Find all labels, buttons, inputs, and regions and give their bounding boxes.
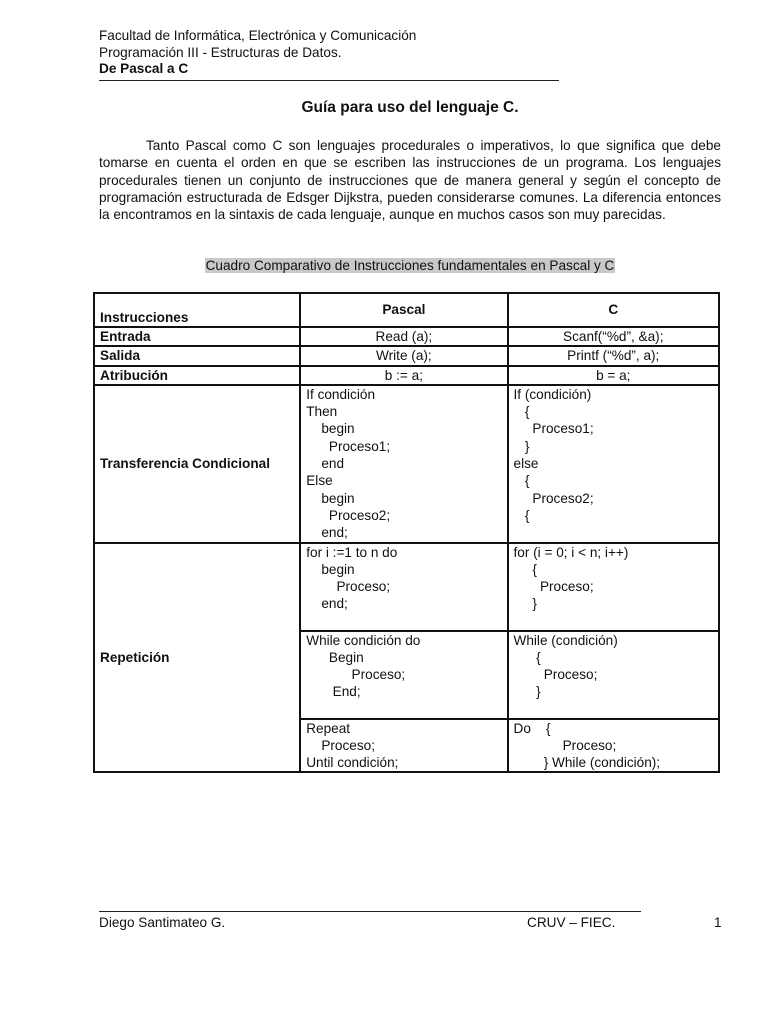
document-subject: De Pascal a C bbox=[99, 61, 189, 76]
table-caption-wrapper bbox=[99, 258, 721, 273]
table-row bbox=[94, 366, 719, 385]
course-name: Programación III - Estructuras de Datos. bbox=[99, 44, 342, 60]
table-caption: Cuadro Comparativo de Instrucciones fundamentales en Pascal y C bbox=[205, 258, 615, 273]
pascal-cell: Read (a); bbox=[300, 327, 507, 346]
footer-author: Diego Santimateo G. bbox=[99, 915, 226, 930]
c-code-cell: Do { Proceso; } While (condición); bbox=[508, 719, 719, 773]
c-cell: Scanf(“%d”, &a); bbox=[508, 327, 719, 346]
header-pascal: Pascal bbox=[300, 293, 507, 327]
row-label-conditional: Transferencia Condicional bbox=[94, 385, 300, 543]
pascal-cell: Write (a); bbox=[300, 346, 507, 365]
table-row bbox=[94, 346, 719, 365]
header-instrucciones: Instrucciones bbox=[94, 293, 300, 327]
pascal-code-cell: Repeat Proceso; Until condición; bbox=[300, 719, 507, 773]
c-code-cell: If (condición) { Proceso1; } else { Proceso2; { bbox=[508, 385, 719, 543]
row-label-repetition: Repetición bbox=[94, 543, 300, 773]
footer-divider bbox=[99, 911, 641, 912]
row-label-atribucion: Atribución bbox=[94, 366, 300, 385]
header-divider bbox=[99, 80, 559, 81]
c-cell: b = a; bbox=[508, 366, 719, 385]
document-header bbox=[99, 28, 559, 78]
pascal-code-cell: If condición Then begin Proceso1; end Else begin Proceso2; end; bbox=[300, 385, 507, 543]
c-cell: Printf (“%d”, a); bbox=[508, 346, 719, 365]
intro-paragraph: Tanto Pascal como C son lenguajes procedurales o imperativos, lo que significa que debe tomarse en cuenta el orden en que se escriben las instrucciones de un programa. Los lenguajes procedurales tienen un conjunto de instrucciones que de manera general y según el concepto de programación estructurada de Edsger Dijkstra, pueden considerarse comunes. La diferencia entonces la encontramos en la sintaxis de cada lenguaje, aunque en muchos casos son muy parecidas. bbox=[99, 138, 721, 223]
pascal-cell: b := a; bbox=[300, 366, 507, 385]
header-c: C bbox=[508, 293, 719, 327]
table-row bbox=[94, 327, 719, 346]
comparison-table bbox=[93, 292, 720, 773]
table-row-conditional bbox=[94, 385, 719, 543]
c-code-cell: While (condición) { Proceso; } bbox=[508, 631, 719, 719]
page-title: Guía para uso del lenguaje C. bbox=[301, 99, 519, 116]
row-label-entrada: Entrada bbox=[94, 327, 300, 346]
row-label-salida: Salida bbox=[94, 346, 300, 365]
page-number: 1 bbox=[714, 915, 722, 930]
faculty-name: Facultad de Informática, Electrónica y Comunicación bbox=[99, 28, 417, 43]
table-header-row bbox=[94, 293, 719, 327]
pascal-code-cell: While condición do Begin Proceso; End; bbox=[300, 631, 507, 719]
c-code-cell: for (i = 0; i < n; i++) { Proceso; } bbox=[508, 543, 719, 631]
table-row-repetition bbox=[94, 543, 719, 631]
pascal-code-cell: for i :=1 to n do begin Proceso; end; bbox=[300, 543, 507, 631]
footer-organization: CRUV – FIEC. bbox=[527, 915, 616, 930]
